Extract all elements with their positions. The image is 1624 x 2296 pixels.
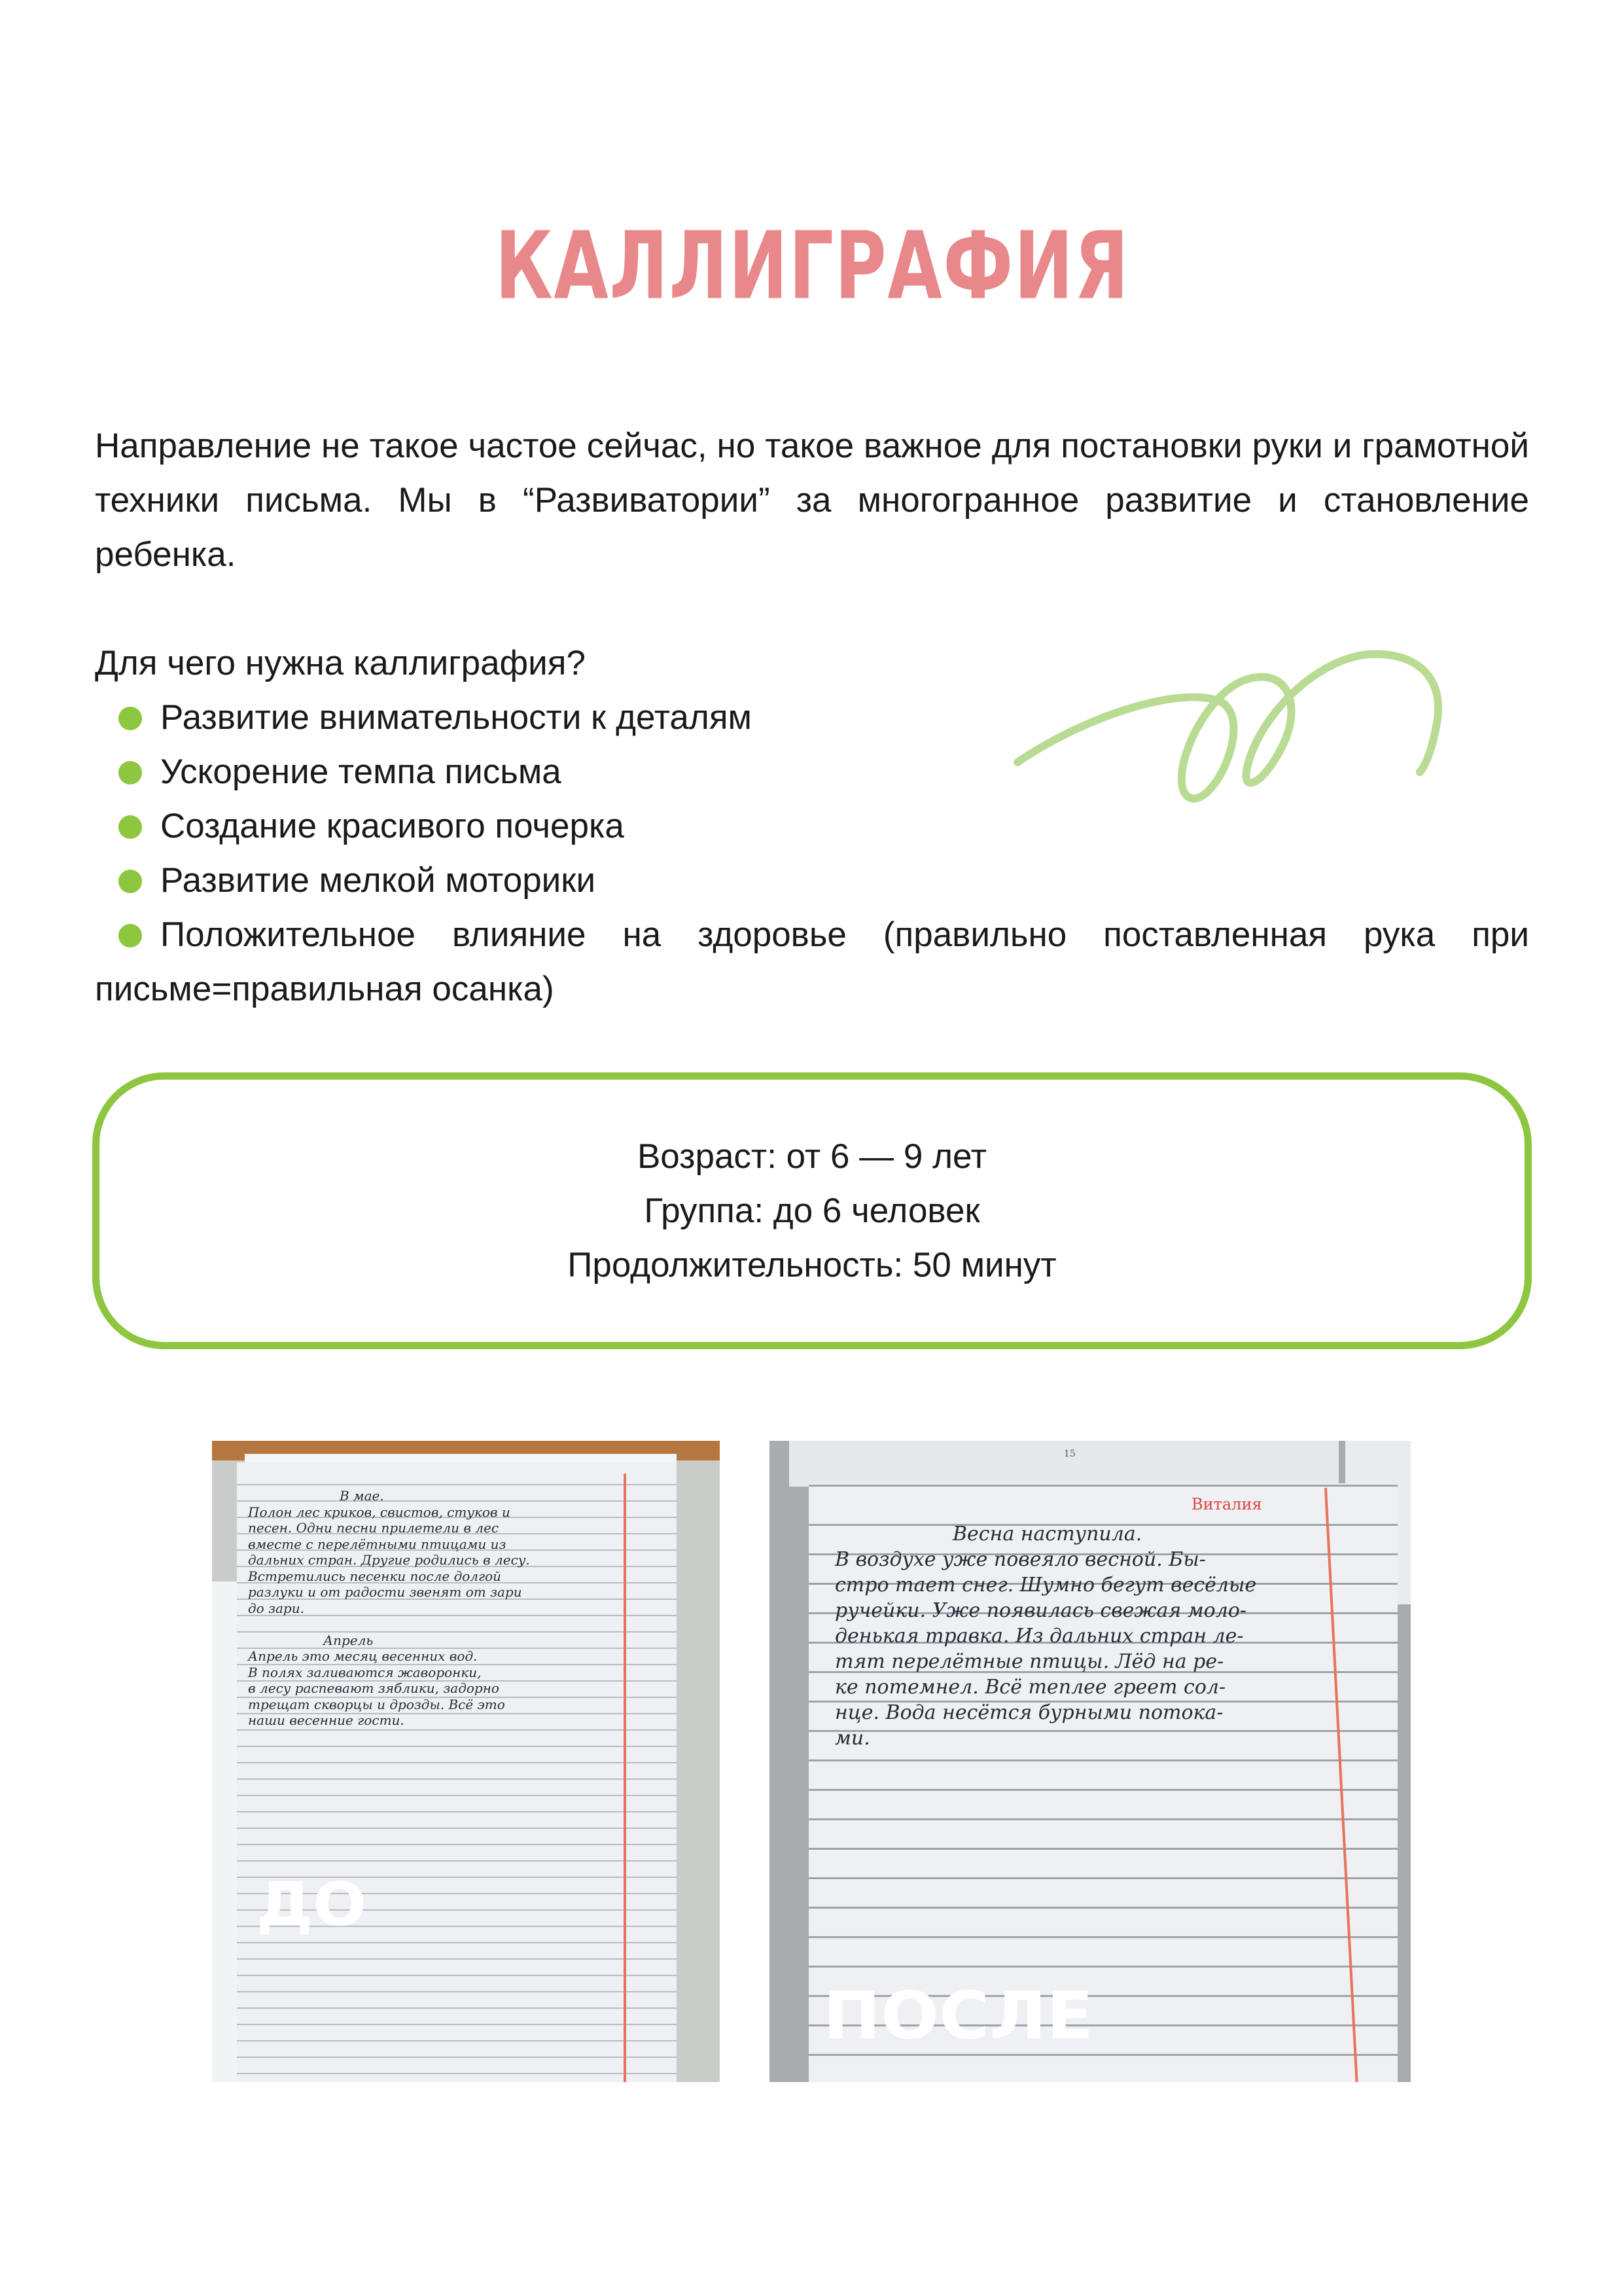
handwritten-line: ручейки. Уже появилась свежая моло- xyxy=(835,1599,1247,1622)
benefits-heading: Для чего нужна каллиграфия? xyxy=(95,644,586,682)
duration-info: Продолжительность: 50 минут xyxy=(567,1246,1057,1284)
handwritten-line: В воздухе уже повеяло весной. Бы- xyxy=(835,1548,1206,1571)
bullet-dot-icon xyxy=(118,707,142,730)
handwritten-line: тят перелётные птицы. Лёд на ре- xyxy=(835,1650,1224,1673)
margin-line xyxy=(624,1474,626,2082)
handwritten-line: В мае. xyxy=(340,1488,384,1504)
handwritten-line: Апрель это месяц весенних вод. xyxy=(248,1648,478,1664)
handwritten-line: ке потемнел. Всё теплее греет сол- xyxy=(835,1676,1226,1699)
handwritten-line: трещат скворцы и дрозды. Всё это xyxy=(248,1696,505,1712)
list-item-text: Развитие мелкой моторики xyxy=(160,861,596,900)
handwritten-line: вместе с перелётными птицами из xyxy=(248,1536,506,1552)
handwritten-line: стро тает снег. Шумно бегут весёлые xyxy=(835,1574,1257,1597)
bullet-dot-icon xyxy=(118,924,142,947)
handwritten-line: денькая травка. Из дальних стран ле- xyxy=(835,1625,1244,1648)
handwritten-line: Встретились песенки после долгой xyxy=(248,1568,502,1584)
intro-paragraph: Направление не такое частое сейчас, но такое важное для постановки руки и грамотной техники письма. Мы в “Развиватории” за многогранное развитие и становление ребенка. xyxy=(95,427,1529,574)
handwritten-line: дальних стран. Другие родились в лесу. xyxy=(248,1552,530,1568)
handwritten-line: В полях заливаются жаворонки, xyxy=(248,1664,482,1680)
list-item xyxy=(95,908,1529,1016)
list-item-text: Создание красивого почерка xyxy=(160,807,624,845)
before-label: ДО xyxy=(256,1869,367,1939)
handwritten-line: Весна наступила. xyxy=(953,1523,1142,1545)
page-title xyxy=(0,209,1624,323)
handwritten-line: ми. xyxy=(835,1727,870,1750)
student-name: Виталия xyxy=(1192,1495,1262,1513)
bullet-dot-icon xyxy=(118,870,142,893)
after-label: ПОСЛЕ xyxy=(823,1977,1094,2054)
handwritten-line: Полон лес криков, свистов, стуков и xyxy=(248,1504,510,1520)
group-info: Группа: до 6 человек xyxy=(644,1192,980,1230)
list-item-text: Развитие внимательности к деталям xyxy=(160,698,752,737)
handwritten-line: нце. Вода несётся бурными потока- xyxy=(835,1701,1224,1724)
bullet-dot-icon xyxy=(118,761,142,785)
handwritten-line: наши весенние гости. xyxy=(248,1712,404,1728)
handwritten-line: Апрель xyxy=(323,1632,374,1648)
handwritten-line: до зари. xyxy=(248,1600,304,1616)
course-info-box xyxy=(92,1072,1532,1349)
after-photo xyxy=(769,1441,1411,2082)
bullet-dot-icon xyxy=(118,815,142,839)
list-item-text: Положительное влияние на здоровье (правильно поставленная рука при письме=правильная осанка) xyxy=(95,915,1529,1008)
age-info: Возраст: от 6 — 9 лет xyxy=(637,1137,987,1176)
list-item xyxy=(95,853,1529,908)
page-title-text: КАЛЛИГРАФИЯ xyxy=(495,212,1129,321)
handwritten-line: разлуки и от радости звенят от зари xyxy=(248,1584,522,1600)
decorative-squiggle-icon xyxy=(1001,641,1459,811)
list-item-text: Ускорение темпа письма xyxy=(160,752,561,791)
page-number: 15 xyxy=(1064,1449,1076,1459)
handwritten-line: в лесу распевают зяблики, задорно xyxy=(248,1680,499,1696)
handwritten-line: песен. Одни песни прилетели в лес xyxy=(248,1520,499,1536)
before-photo xyxy=(212,1441,720,2082)
